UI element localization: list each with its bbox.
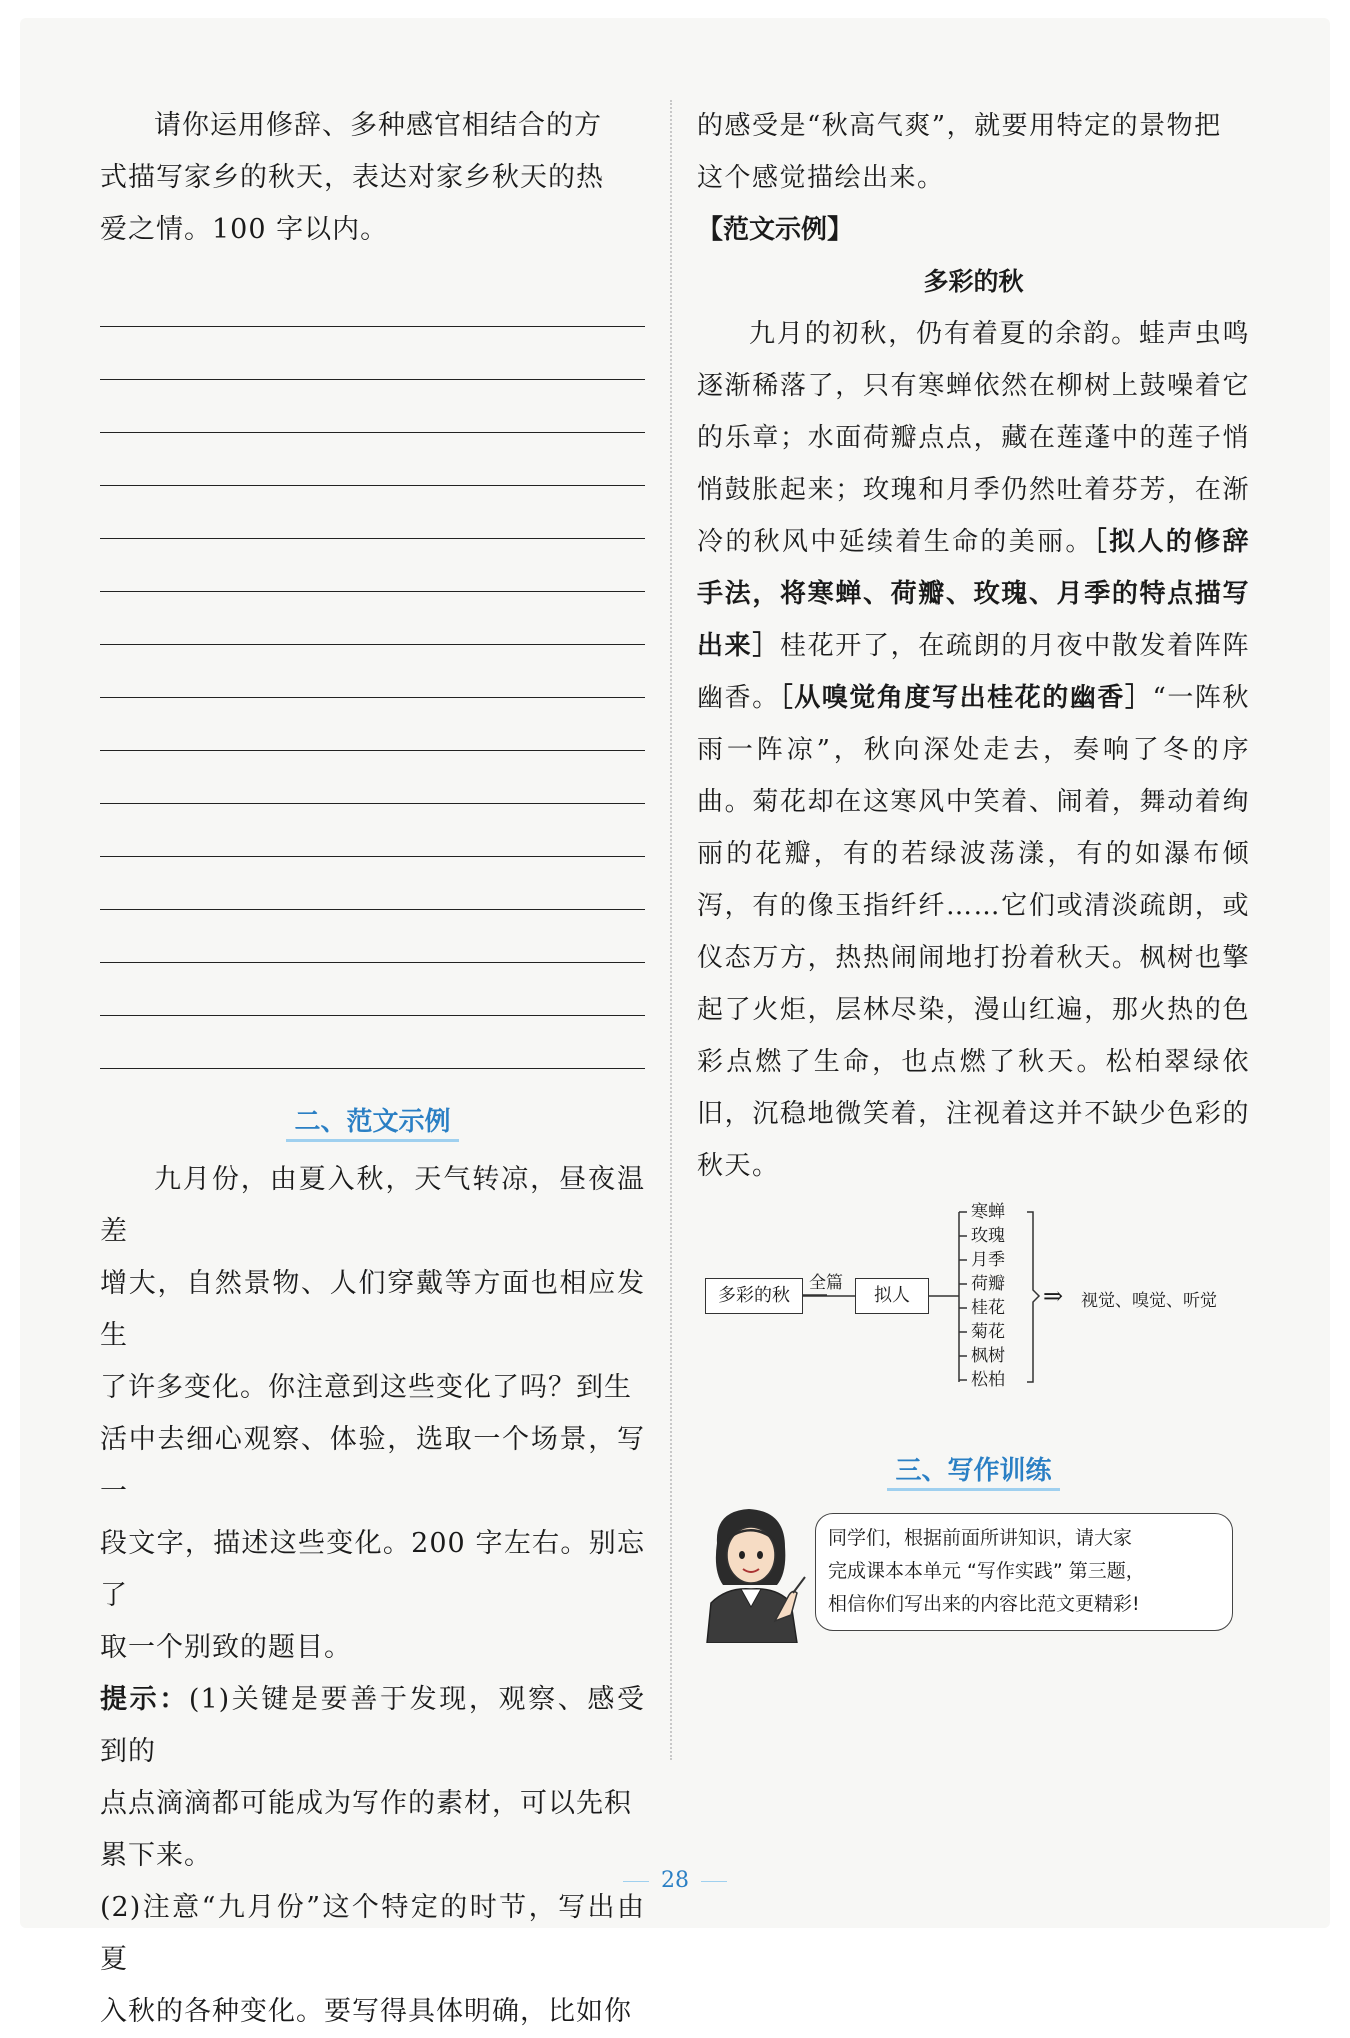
mind-map-leaf: 寒蝉 [971, 1202, 1005, 1222]
answer-line[interactable] [100, 804, 645, 857]
continued-line: 这个感觉描绘出来。 [697, 163, 945, 193]
hint-line: 提示：(1)关键是要善于发现，观察、感受到的 [100, 1684, 646, 1767]
annotation-note: ［从嗅觉角度写出桂花的幽香］ [779, 683, 1153, 713]
answer-line[interactable] [100, 963, 645, 1016]
annotation-note: ［拟人的修辞手法，将寒蝉、荷瓣、玫瑰、月季的特点描写出来］ [697, 527, 1250, 661]
mind-map-leaf: 松柏 [971, 1370, 1005, 1390]
essay-title: 多彩的秋 [923, 267, 1024, 296]
mind-map-arrow: ⇒ [1043, 1282, 1064, 1310]
prompt-line: 请你运用修辞、多种感官相结合的方 [154, 110, 602, 141]
bubble-line: 同学们，根据前面所讲知识，请大家 [828, 1527, 1133, 1549]
hint-line: 点点滴滴都可能成为写作的素材，可以先积 [100, 1788, 632, 1819]
column-divider [670, 100, 672, 1760]
bubble-line: 相信你们写出来的内容比范文更精彩! [828, 1593, 1140, 1615]
bubble-line: 完成课本本单元 “写作实践” 第三题， [828, 1560, 1145, 1582]
prompt-line: 爱之情。100 字以内。 [100, 214, 389, 245]
teacher-icon [697, 1503, 807, 1643]
example-label: 【范文示例】 [697, 215, 854, 245]
essay-text: “一阵秋雨一阵凉”，秋向深处走去，奏响了冬的序曲。菊花却在这寒风中笑着、闹着，舞动着绚丽的花瓣，有的若绿波荡漾，有的如瀑布倾泻，有的像玉指纤纤……它们或清淡疏朗，或仪态万方，热热闹闹地打扮着秋天。枫树也擎起了火炬，层林尽染，漫山红遍，那火热的色彩点燃了生命，也点燃了秋天。松柏翠绿依旧，沉稳地微笑着，注视着这并不缺少色彩的秋天。 [697, 683, 1250, 1181]
right-column [697, 100, 1250, 1643]
mind-map-leaf: 菊花 [971, 1322, 1005, 1342]
essay-body [697, 308, 1250, 1192]
page-number-dash [623, 1881, 649, 1882]
task-line: 九月份，由夏入秋，天气转凉，昼夜温差 [100, 1164, 645, 1247]
answer-line[interactable] [100, 645, 645, 698]
mind-map-edge-label: 全篇 [809, 1273, 843, 1293]
hint-line: (2)注意“九月份”这个特定的时节，写出由夏 [100, 1892, 645, 1975]
answer-line[interactable] [100, 274, 645, 327]
section-title-training: 三、写作训练 [697, 1450, 1250, 1487]
answer-line[interactable] [100, 592, 645, 645]
essay-text: 九月的初秋，仍有着夏的余韵。蛙声虫鸣逐渐稀落了，只有寒蝉依然在柳树上鼓噪着它的乐章；水面荷瓣点点，藏在莲蓬中的莲子悄悄鼓胀起来；玫瑰和月季仍然吐着芬芳，在渐冷的秋风中延续着生命的美丽。 [697, 319, 1250, 557]
task-line: 段文字，描述这些变化。200 字左右。别忘了 [100, 1528, 645, 1611]
page-number: 28 [600, 1868, 750, 1893]
hint-line: 累下来。 [100, 1840, 212, 1871]
mind-map [697, 1200, 1250, 1430]
answer-line[interactable] [100, 433, 645, 486]
answer-line[interactable] [100, 1016, 645, 1069]
mind-map-leaf: 枫树 [971, 1346, 1005, 1366]
task-line: 取一个别致的题目。 [100, 1632, 352, 1663]
page-number-dash [701, 1881, 727, 1882]
mind-map-leaf: 月季 [971, 1250, 1005, 1270]
answer-line[interactable] [100, 380, 645, 433]
answer-line[interactable] [100, 327, 645, 380]
mind-map-leaf: 荷瓣 [971, 1274, 1005, 1294]
answer-line[interactable] [100, 910, 645, 963]
task-line: 了许多变化。你注意到这些变化了吗？到生 [100, 1372, 632, 1403]
answer-line[interactable] [100, 539, 645, 592]
answer-lines[interactable] [100, 274, 645, 1069]
mind-map-leaf: 桂花 [971, 1298, 1005, 1318]
prompt-line: 式描写家乡的秋天，表达对家乡秋天的热 [100, 162, 604, 193]
continued-line: 的感受是“秋高气爽”，就要用特定的景物把 [697, 111, 1222, 141]
left-column [100, 100, 645, 2038]
hint-line: 入秋的各种变化。要写得具体明确，比如你 [100, 1996, 632, 2027]
answer-line[interactable] [100, 486, 645, 539]
task-line: 活中去细心观察、体验，选取一个场景，写一 [100, 1424, 645, 1507]
teacher-speech [697, 1503, 1250, 1643]
task-line: 增大，自然景物、人们穿戴等方面也相应发生 [100, 1268, 645, 1351]
hint-label: 提示： [100, 1684, 189, 1715]
mind-map-leaf: 玫瑰 [971, 1226, 1005, 1246]
answer-line[interactable] [100, 698, 645, 751]
mind-map-method: 拟人 [855, 1278, 929, 1314]
mind-map-result: 视觉、嗅觉、听觉 [1081, 1291, 1217, 1311]
essay-text: 桂花开了，在疏朗的月夜中散发着阵阵幽香。 [697, 631, 1250, 713]
answer-line[interactable] [100, 857, 645, 910]
answer-line[interactable] [100, 751, 645, 804]
speech-bubble [815, 1513, 1233, 1631]
mind-map-root: 多彩的秋 [705, 1278, 803, 1314]
section-title-example: 二、范文示例 [100, 1101, 645, 1138]
